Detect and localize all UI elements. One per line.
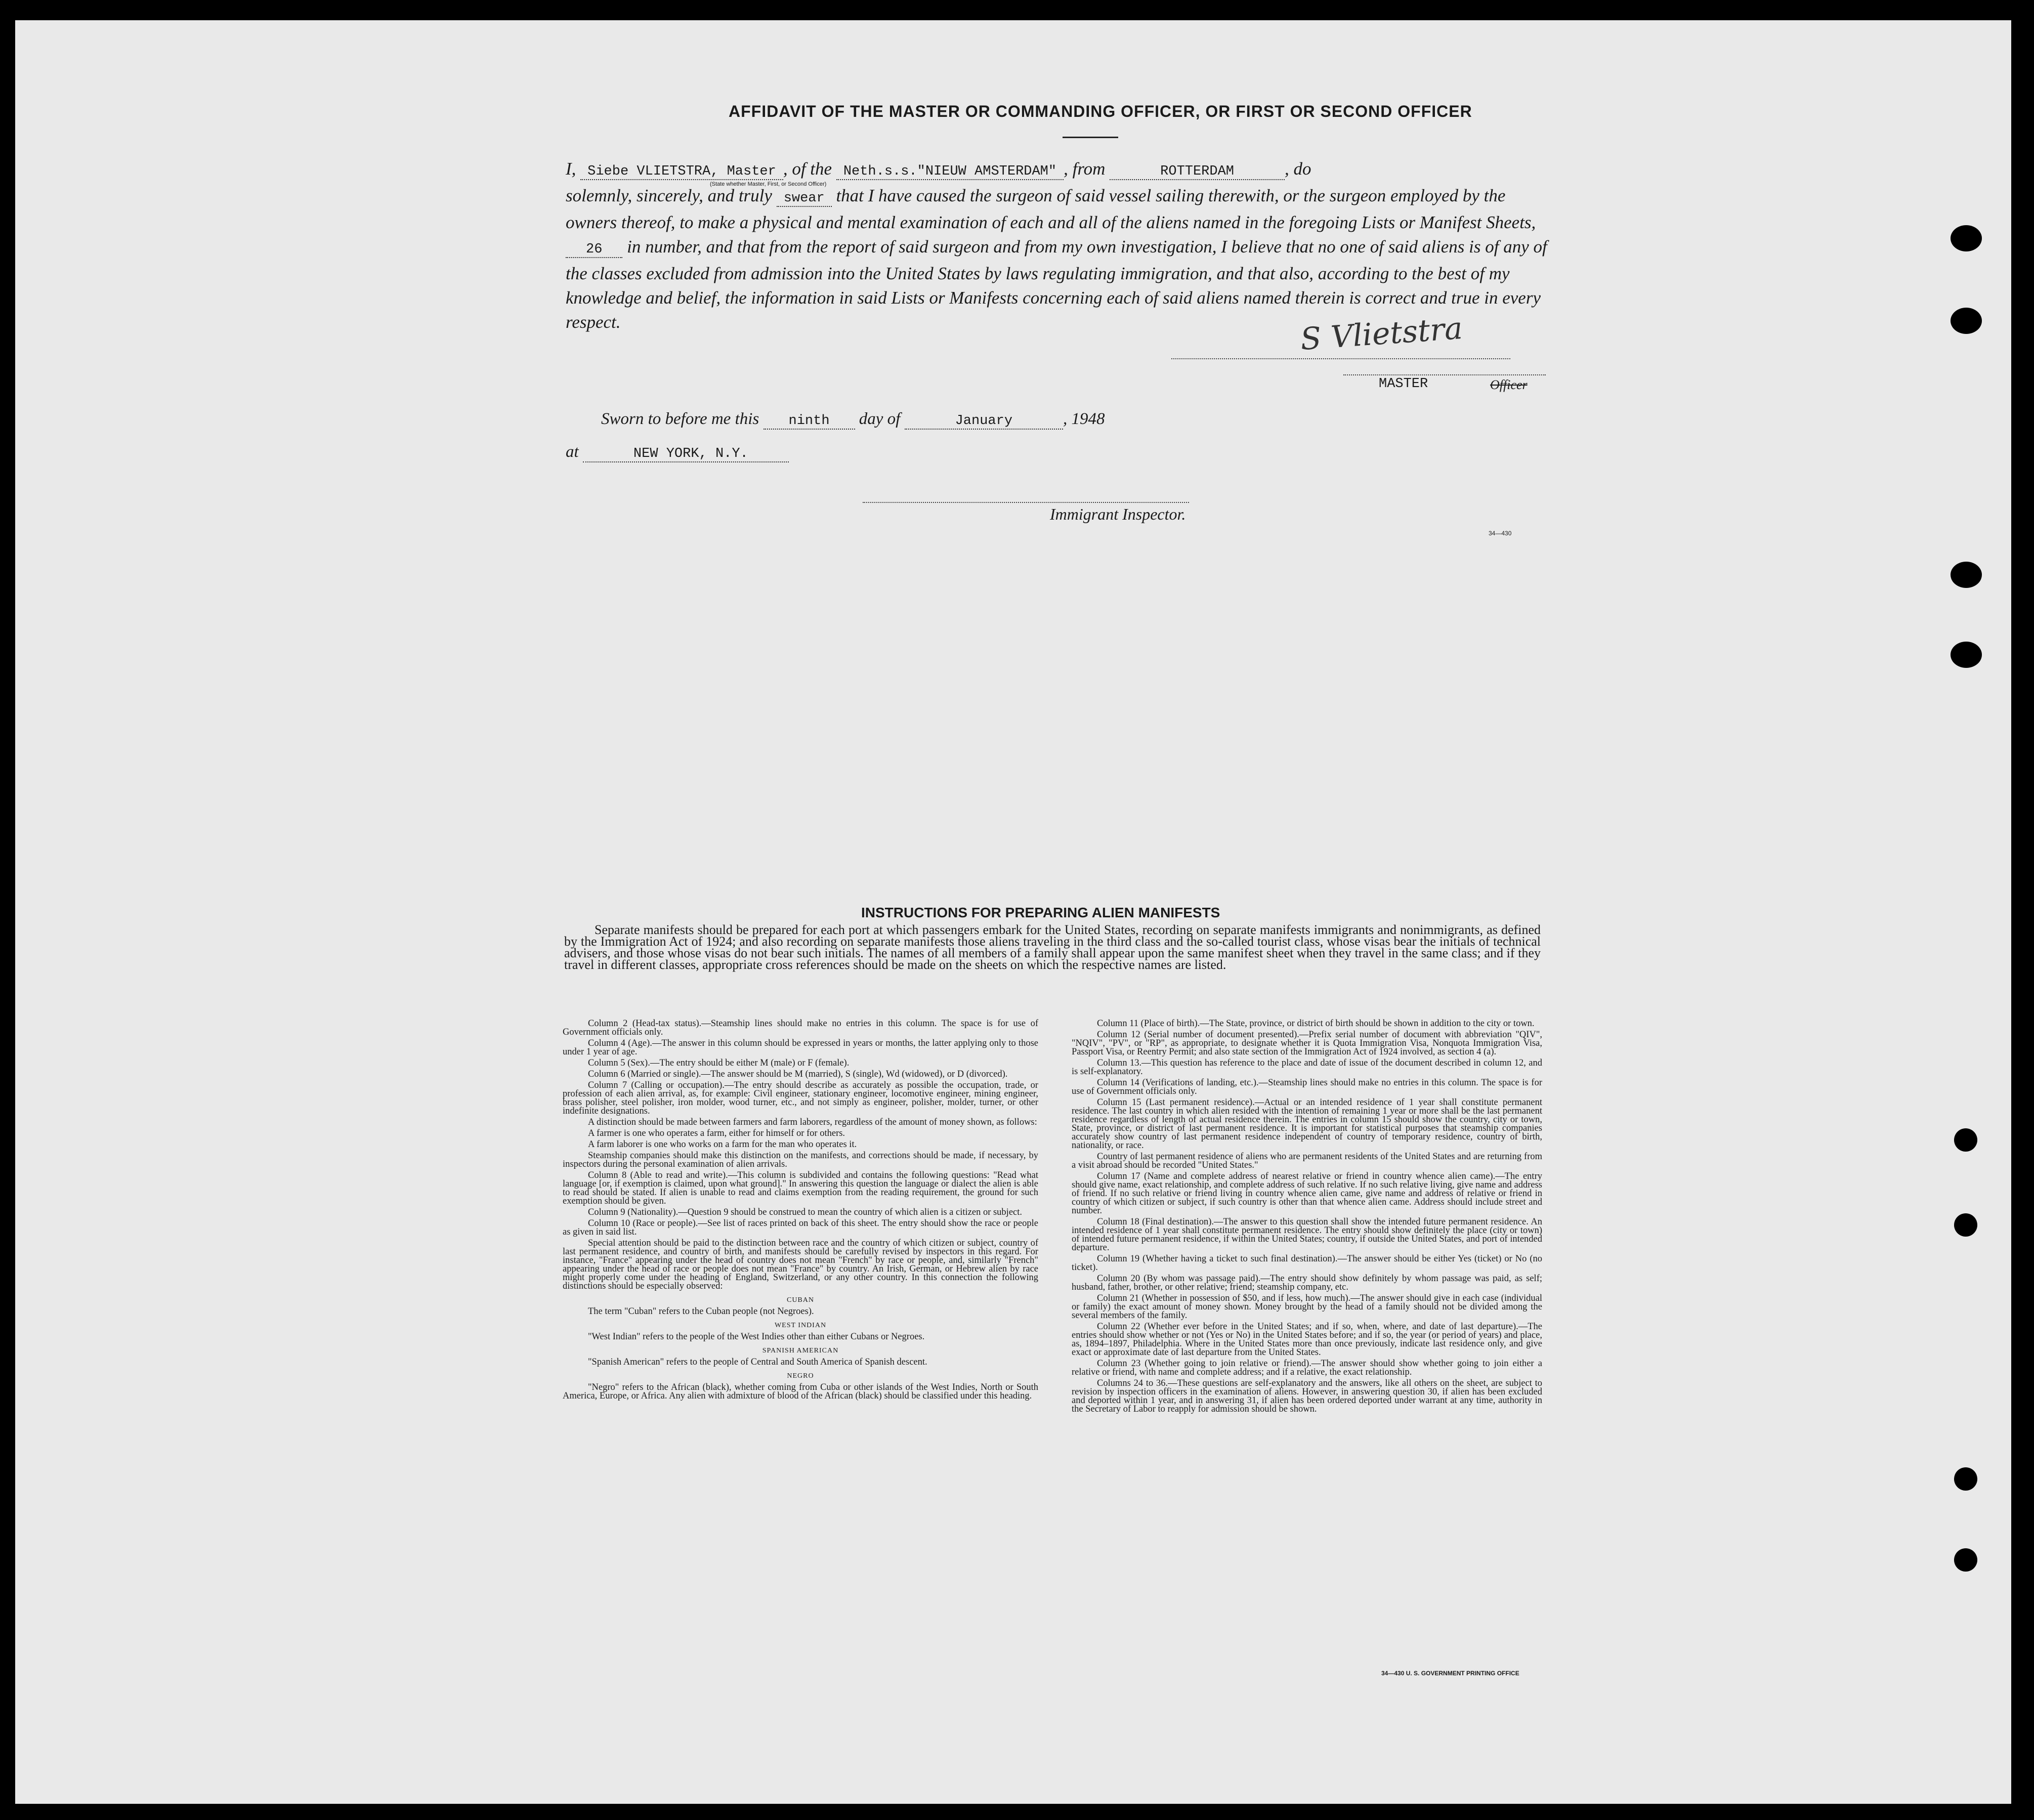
instruction-paragraph: Column 23 (Whether going to join relative or friend).—The answer should show whether going to join either a relative or friend, with name and complete address; and if a relative, the exact relationship. [1072,1359,1542,1377]
do-text: , do [1285,159,1311,179]
sworn-prefix: Sworn to before me this [601,410,759,428]
instruction-paragraph: Column 13.—This question has reference to the place and date of issue of the document described in column 12, and is self-explanatory. [1072,1058,1542,1077]
oath-field: swear [777,191,832,207]
officer-name-field: Siebe VLIETSTRA, Master [580,164,783,180]
instruction-paragraph: A distinction should be made between farmers and farm laborers, regardless of the amount of money shown, as follows: [588,1117,1037,1127]
instruction-paragraph: Column 22 (Whether ever before in the United States; and if so, when, where, and date of last departure).—The entries should show whether or not (Yes or No) in the United States before; and if so, the year (or period of years) and place, as, 1894–1897, Philadelphia. Where in the United States more than once previously, indicate last residence only, and give exact or approximate date of last departure from the United States. [1072,1322,1542,1358]
binder-hole [1951,308,1982,334]
instructions-title: INSTRUCTIONS FOR PREPARING ALIEN MANIFESTS [861,905,1220,920]
instruction-paragraph: Column 11 (Place of birth).—The State, province, or district of birth should be shown in addition to the city or town. [1097,1019,1535,1029]
binder-hole [1954,1467,1977,1491]
solemnly-text: solemnly, sincerely, and truly [566,186,772,205]
affidavit-title: AFFIDAVIT OF THE MASTER OR COMMANDING OFFICER, OR FIRST OR SECOND OFFICER [729,102,1472,120]
instruction-paragraph: Column 7 (Calling or occupation).—The entry should describe as accurately as possible the occupation, trade, or profession of each alien arrival, as, for example: Civil engineer, stationary engineer, locomotive engineer, mining engineer, brass polisher, steel polisher, iron molder, wood turner, etc., and not simply as engineer, polisher, molder, turner, or other indefinite designations. [563,1080,1038,1116]
instruction-paragraph: "West Indian" refers to the people of the West Indies other than either Cubans or Negroes. [588,1332,925,1342]
instruction-paragraph: Column 19 (Whether having a ticket to such final destination).—The answer should be either Yes (ticket) or No (no ticket). [1072,1254,1542,1273]
master-signature: S Vlietstra [1299,310,1464,358]
sworn-year: , 1948 [1063,410,1105,428]
sworn-place-field: NEW YORK, N.Y. [583,446,789,462]
instruction-paragraph: A farmer is one who operates a farm, either for himself or for others. [588,1128,845,1138]
title-line [1343,374,1546,375]
form-number: 34—430 [1489,530,1512,537]
officer-rank-note: (State whether Master, First, or Second Officer) [710,181,827,187]
binder-hole [1954,1213,1977,1237]
instruction-paragraph: Column 9 (Nationality).—Question 9 should be construed to mean the country of which alien is a citizen or subject. [588,1207,1023,1217]
struck-officer-text: Officer [1490,377,1528,392]
inspector-signature-line [863,502,1189,503]
affidavit-body [566,157,1547,334]
instruction-paragraph: Column 5 (Sex).—The entry should be either M (male) or F (female). [588,1058,850,1068]
signer-title: MASTER [1379,376,1428,392]
binder-hole [1954,1548,1977,1572]
instruction-paragraph: Special attention should be paid to the distinction between race and the country of which citizen or subject, country of last permanent residence, and country of birth, and manifests should be carefully revised by inspectors in this regard. For instance, "France" appearing under the head of country does not mean "French" by race or people, and, similarly "French" appearing under the head of race or people does not mean "France" by country. An Irish, German, or Hebrew alien by race might properly come under the heading of England, Switzerland, or any other country. In this connection the following distinctions should be especially observed: [563,1238,1038,1291]
sworn-month-field: January [905,413,1063,430]
instruction-paragraph: Column 14 (Verifications of landing, etc.).—Steamship lines should make no entries in this column. The space is for use of Government officials only. [1072,1078,1542,1096]
instruction-paragraph: Column 17 (Name and complete address of nearest relative or friend in country whence alien came).—The entry should give name, exact relationship, and complete address of such relative. If no such relative living, give name and address of friend. If no such relative or friend living in country whence alien came, give name and address of relative or friend in country of which citizen or subject, if such country is other than that whence alien came. Address should include street and number. [1072,1171,1542,1216]
instruction-paragraph: Country of last permanent residence of aliens who are permanent residents of the United States and are returning from a visit abroad should be recorded "United States." [1072,1152,1542,1170]
affidavit-text-1: that I have caused the surgeon of said vessel sailing therewith, or the surgeon employed by the owners thereof, to make a physical and mental examination of each and all of the aliens named in the foregoing Lists or Manifest Sheets, [566,186,1536,232]
instruction-paragraph: "Negro" refers to the African (black), whether coming from Cuba or other islands of the West Indies, North or South America, Europe, or Africa. Any alien with admixture of blood of the African (black) should be classified under this heading. [563,1382,1038,1401]
heading-west-indian: WEST INDIAN [774,1322,827,1329]
printing-office-footer: 34—430 U. S. GOVERNMENT PRINTING OFFICE [1381,1670,1519,1677]
heading-spanish-american: SPANISH AMERICAN [762,1347,839,1355]
sworn-line [601,410,1105,429]
instruction-paragraph: Column 15 (Last permanent residence).—Actual or an intended residence of 1 year shall constitute permanent residence. The last country in which alien resided with the intention of remaining 1 year or more shall be the last permanent residence regardless of length of actual residence therein. The entries in column 15 should show the country, city or town, State, province, or district of last permanent residence. It is important for statistical purposes that steamship companies accurately show country of last permanent residence independent of country of temporary residence, country of birth, nationality, or race. [1072,1097,1542,1151]
port-field: ROTTERDAM [1110,164,1285,180]
heading-cuban: CUBAN [786,1296,814,1304]
binder-hole [1951,225,1982,251]
binder-hole [1954,1128,1977,1152]
sheet-count-field: 26 [566,242,622,258]
affidavit-i: I, [566,159,576,179]
instruction-paragraph: Column 20 (By whom was passage paid).—The entry should show definitely by whom passage was paid, as self; husband, father, brother, or other relative; friend; steamship company, etc. [1072,1274,1542,1292]
instruction-paragraph: Column 10 (Race or people).—See list of races printed on back of this sheet. The entry should show the race or people as given in said list. [563,1218,1038,1237]
from-text: , from [1064,159,1106,179]
instructions-left-column [563,1020,1038,1403]
instruction-paragraph: Column 6 (Married or single).—The answer should be M (married), S (single), Wd (widowed), or D (divorced). [588,1069,1008,1079]
instructions-intro: Separate manifests should be prepared for each port at which passengers embark for the United States, recording on separate manifests immigrants and nonimmigrants, as defined by the Immigration Act of 1924; and also recording on separate manifests those aliens traveling in the third class and the so-called tourist class, whose visas bear the initials of technical advisers, and those whose visas do not bear such initials. The names of all members of a family shall appear upon the same manifest sheet when they travel in the same class; and if they travel in different classes, appropriate cross references should be made on the sheets on which the respective names are listed. [564,922,1541,972]
title-rule [1063,137,1118,138]
instructions-right-column [1072,1020,1542,1416]
instruction-paragraph: Steamship companies should make this distinction on the manifests, and corrections should be made, if necessary, by inspectors during the personal examination of alien arrivals. [563,1151,1038,1169]
instruction-paragraph: The term "Cuban" refers to the Cuban people (not Negroes). [588,1306,814,1317]
instruction-paragraph: Columns 24 to 36.—These questions are self-explanatory and the answers, like all others on the sheet, are subject to revision by inspection officers in the examination of aliens. However, in answering question 30, if alien has been excluded and deported within 1 year, and in answering 31, if alien has been ordered deported under warrant at any time, authority in the Secretary of Labor to reapply for admission should be shown. [1072,1378,1542,1414]
instruction-paragraph: Column 8 (Able to read and write).—This column is subdivided and contains the following questions: "Read what language [or, if exemption is claimed, upon what ground]." In answering this question the language or dialect the alien is able to read should be stated. If alien is unable to read and claims exemption from the reading requirement, the ground for such exemption should be given. [563,1170,1038,1206]
binder-hole [1951,642,1982,668]
sworn-day-field: ninth [764,413,855,430]
at-text: at [566,443,579,461]
instruction-paragraph: A farm laborer is one who works on a farm for the man who operates it. [588,1139,857,1150]
heading-negro: NEGRO [787,1372,814,1380]
instruction-paragraph: "Spanish American" refers to the people of Central and South America of Spanish descent. [588,1357,927,1367]
document-page [15,20,2011,1804]
affidavit-text-2: in number, and that from the report of said surgeon and from my own investigation, I believe that no one of said aliens is of any of the classes excluded from admission into the United States by laws regulating immigration, and that also, according to the best of my knowledge and belief, the information in said Lists or Manifests concerning each of said aliens named therein is correct and true in every respect. [566,237,1547,332]
binder-hole [1951,562,1982,588]
instruction-paragraph: Column 21 (Whether in possession of $50, and if less, how much).—The answer should give in each case (individual or family) the exact amount of money shown. Money brought by the head of a family should not be divided among the several members of the family. [1072,1293,1542,1321]
instruction-paragraph: Column 12 (Serial number of document presented).—Prefix serial number of document with abbreviation "QIV", "NQIV", "PV", or "RP", as appropriate, to designate whether it is Quota Immigration Visa, Nonquota Immigration Visa, Passport Visa, or Reentry Permit; and also state section of the Immigration Act of 1924 involved, as section 4 (a). [1072,1030,1542,1057]
instruction-paragraph: Column 2 (Head-tax status).—Steamship lines should make no entries in this column. The space is for use of Government officials only. [563,1019,1038,1037]
signature-line [1171,358,1510,359]
vessel-field: Neth.s.s."NIEUW AMSTERDAM" [836,164,1064,180]
day-of-text: day of [859,410,901,428]
instruction-paragraph: Column 18 (Final destination).—The answer to this question shall show the intended future permanent residence. An intended residence of 1 year shall constitute permanent residence. The entry should show definitely the place (city or town) of intended future permanent residence, if within the United States; country, if outside the United States, and port of intended departure. [1072,1217,1542,1253]
inspector-label: Immigrant Inspector. [1050,505,1186,523]
sworn-place-line [566,443,789,461]
instruction-paragraph: Column 4 (Age).—The answer in this column should be expressed in years or months, the latter applying only to those under 1 year of age. [563,1038,1038,1057]
of-the-text: , of the [783,159,832,179]
